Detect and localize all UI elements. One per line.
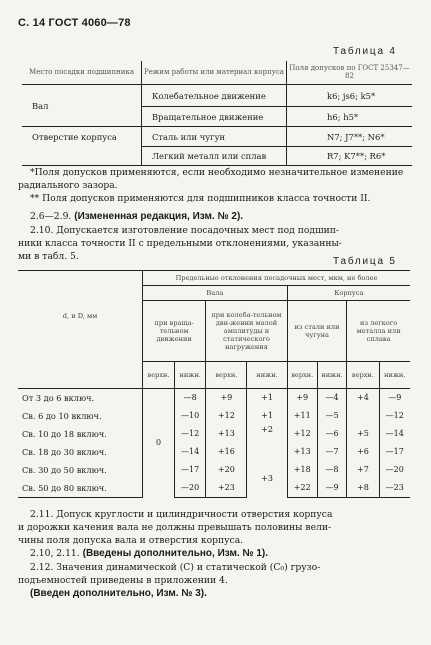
- table4-note2: ** Поля допусков применяются для подшипников класса точности II.: [30, 193, 371, 204]
- para-2-11-num: 2.10, 2.11.: [30, 548, 80, 559]
- table5-cell: —17: [379, 443, 410, 461]
- table5-cell-merged: +2: [247, 425, 287, 461]
- para-2-10-line3: ми в табл. 5.: [18, 251, 79, 262]
- table4-note1b: радиального зазора.: [18, 180, 118, 191]
- table5-caption: Таблица 5: [333, 256, 397, 267]
- table4-row-fields: h6; h5*: [287, 107, 413, 127]
- table5-size: От 3 до 6 включ.: [18, 388, 143, 407]
- table5-cell: +4: [347, 388, 379, 407]
- table5-cell: +22: [287, 479, 317, 498]
- table5-cell: +1: [247, 388, 287, 407]
- table5-ud: нижн.: [175, 362, 206, 389]
- para-2-6-num: 2.6—2.9.: [30, 211, 72, 222]
- table5-cell: +23: [206, 479, 247, 498]
- table5-size-header: d, и D, мм: [18, 271, 143, 362]
- table5-cell: +20: [206, 461, 247, 479]
- table5-cell: +8: [347, 479, 379, 498]
- table5-cell: —12: [379, 407, 410, 425]
- table5-cell: —6: [317, 425, 346, 443]
- para-2-10-line2: ники класса точности II с предельными отклонениями, указанны-: [18, 238, 342, 249]
- table4-row-mode: Вращательное движение: [142, 107, 287, 127]
- table5-size: Св. 10 до 18 включ.: [18, 425, 143, 443]
- table5-cell: —5: [317, 407, 346, 425]
- table4-caption: Таблица 4: [333, 46, 397, 57]
- table5-sub-oscillating: при колеба-тельном дви-жении малой амплитуды и статического нагружения: [206, 301, 287, 362]
- table5-cell: —20: [379, 461, 410, 479]
- table5-cell: +1: [247, 407, 287, 425]
- table5-cell: —8: [317, 461, 346, 479]
- table5-cell: +5: [347, 425, 379, 443]
- table5-cell: +13: [287, 443, 317, 461]
- table5-cell: +12: [206, 407, 247, 425]
- table5-size: Св. 6 до 10 включ.: [18, 407, 143, 425]
- table4-row-mode: Сталь или чугун: [142, 127, 287, 147]
- para-2-12-note: (Введен дополнительно, Изм. № 3).: [30, 588, 207, 599]
- table4-row-mode: Колебательное движение: [142, 85, 287, 107]
- table4-header-mode: Режим работы или материал корпуса: [142, 61, 287, 85]
- table5-ud: верхн.: [347, 362, 379, 389]
- table5-cell: —14: [379, 425, 410, 443]
- table5-cell: —10: [175, 407, 206, 425]
- table5-cell: —20: [175, 479, 206, 498]
- table5-zero: 0: [155, 438, 162, 448]
- para-2-6-note: (Измененная редакция, Изм. № 2).: [74, 211, 244, 222]
- para-2-11-note: (Введены дополнительно, Изм. № 1).: [82, 548, 269, 559]
- table5-size: Св. 30 до 50 включ.: [18, 461, 143, 479]
- table5-cell: +11: [287, 407, 317, 425]
- para-2-12-line2: подъемностей приведены в приложении 4.: [18, 575, 228, 586]
- table4-header-fields: Поля допусков по ГОСТ 25347—82: [287, 61, 413, 85]
- table5-cell: +6: [347, 443, 379, 461]
- table5-cell: +9: [287, 388, 317, 407]
- table5-cell: +13: [206, 425, 247, 443]
- para-2-11-line2: и дорожки качения вала не должны превышать половины вели-: [18, 522, 332, 533]
- table4: [22, 61, 412, 166]
- table5: [18, 270, 410, 498]
- table4-row-place: Отверстие корпуса: [22, 127, 142, 166]
- table5-group-housing: Корпуса: [287, 286, 410, 301]
- table5-top-header: Предельные отклонения посадочных мест, мкм, не более: [143, 271, 411, 286]
- table5-ud: верхн.: [143, 362, 175, 389]
- table4-row-fields: R7; K7**; R6*: [287, 147, 413, 166]
- table5-cell: [347, 407, 379, 425]
- table5-ud: верхн.: [287, 362, 317, 389]
- table5-cell: —9: [317, 479, 346, 498]
- table5-cell: —23: [379, 479, 410, 498]
- para-2-12-line1: 2.12. Значения динамической (C) и статической (C₀) грузо-: [30, 562, 321, 573]
- table5-cell: +18: [287, 461, 317, 479]
- table5-group-shaft: Вала: [143, 286, 288, 301]
- table5-cell: —14: [175, 443, 206, 461]
- table4-row-mode: Легкий металл или сплав: [142, 147, 287, 166]
- table5-cell: —8: [175, 388, 206, 407]
- table4-note1: *Поля допусков применяются, если необходимо незначительное изменение: [30, 167, 404, 178]
- table5-ud: нижн.: [379, 362, 410, 389]
- table5-cell: +16: [206, 443, 247, 461]
- para-2-11-line3: чины поля допуска вала и отверстия корпуса.: [18, 535, 244, 546]
- table5-sub-light-metal: из легкого металла или сплава: [347, 301, 410, 362]
- table5-cell: +12: [287, 425, 317, 443]
- table5-ud: нижн.: [247, 362, 287, 389]
- page-header: С. 14 ГОСТ 4060—78: [18, 17, 131, 29]
- table5-cell: +7: [347, 461, 379, 479]
- table5-cell: —4: [317, 388, 346, 407]
- table5-size: Св. 18 до 30 включ.: [18, 443, 143, 461]
- table5-cell: +9: [206, 388, 247, 407]
- para-2-10-line1: 2.10. Допускается изготовление посадочных мест под подшип-: [30, 225, 339, 236]
- table5-cell-merged: +3: [247, 461, 287, 498]
- table4-row-fields: k6; js6; k5*: [287, 85, 413, 107]
- table4-row-fields: N7; J7**; N6*: [287, 127, 413, 147]
- table4-header-place: Место посадки подшипника: [22, 61, 142, 85]
- table5-cell: —9: [379, 388, 410, 407]
- table5-cell: —7: [317, 443, 346, 461]
- table5-sub-steel: из стали или чугуна: [287, 301, 347, 362]
- table5-ud: нижн.: [317, 362, 346, 389]
- table5-sub-rotating: при враща-тельном движении: [143, 301, 206, 362]
- para-2-11-line1: 2.11. Допуск круглости и цилиндричности отверстия корпуса: [30, 509, 333, 520]
- table5-ud: верхн.: [206, 362, 247, 389]
- table5-cell: —12: [175, 425, 206, 443]
- table4-row-place: Вал: [22, 85, 142, 127]
- table5-size: Св. 50 до 80 включ.: [18, 479, 143, 498]
- table5-cell: —17: [175, 461, 206, 479]
